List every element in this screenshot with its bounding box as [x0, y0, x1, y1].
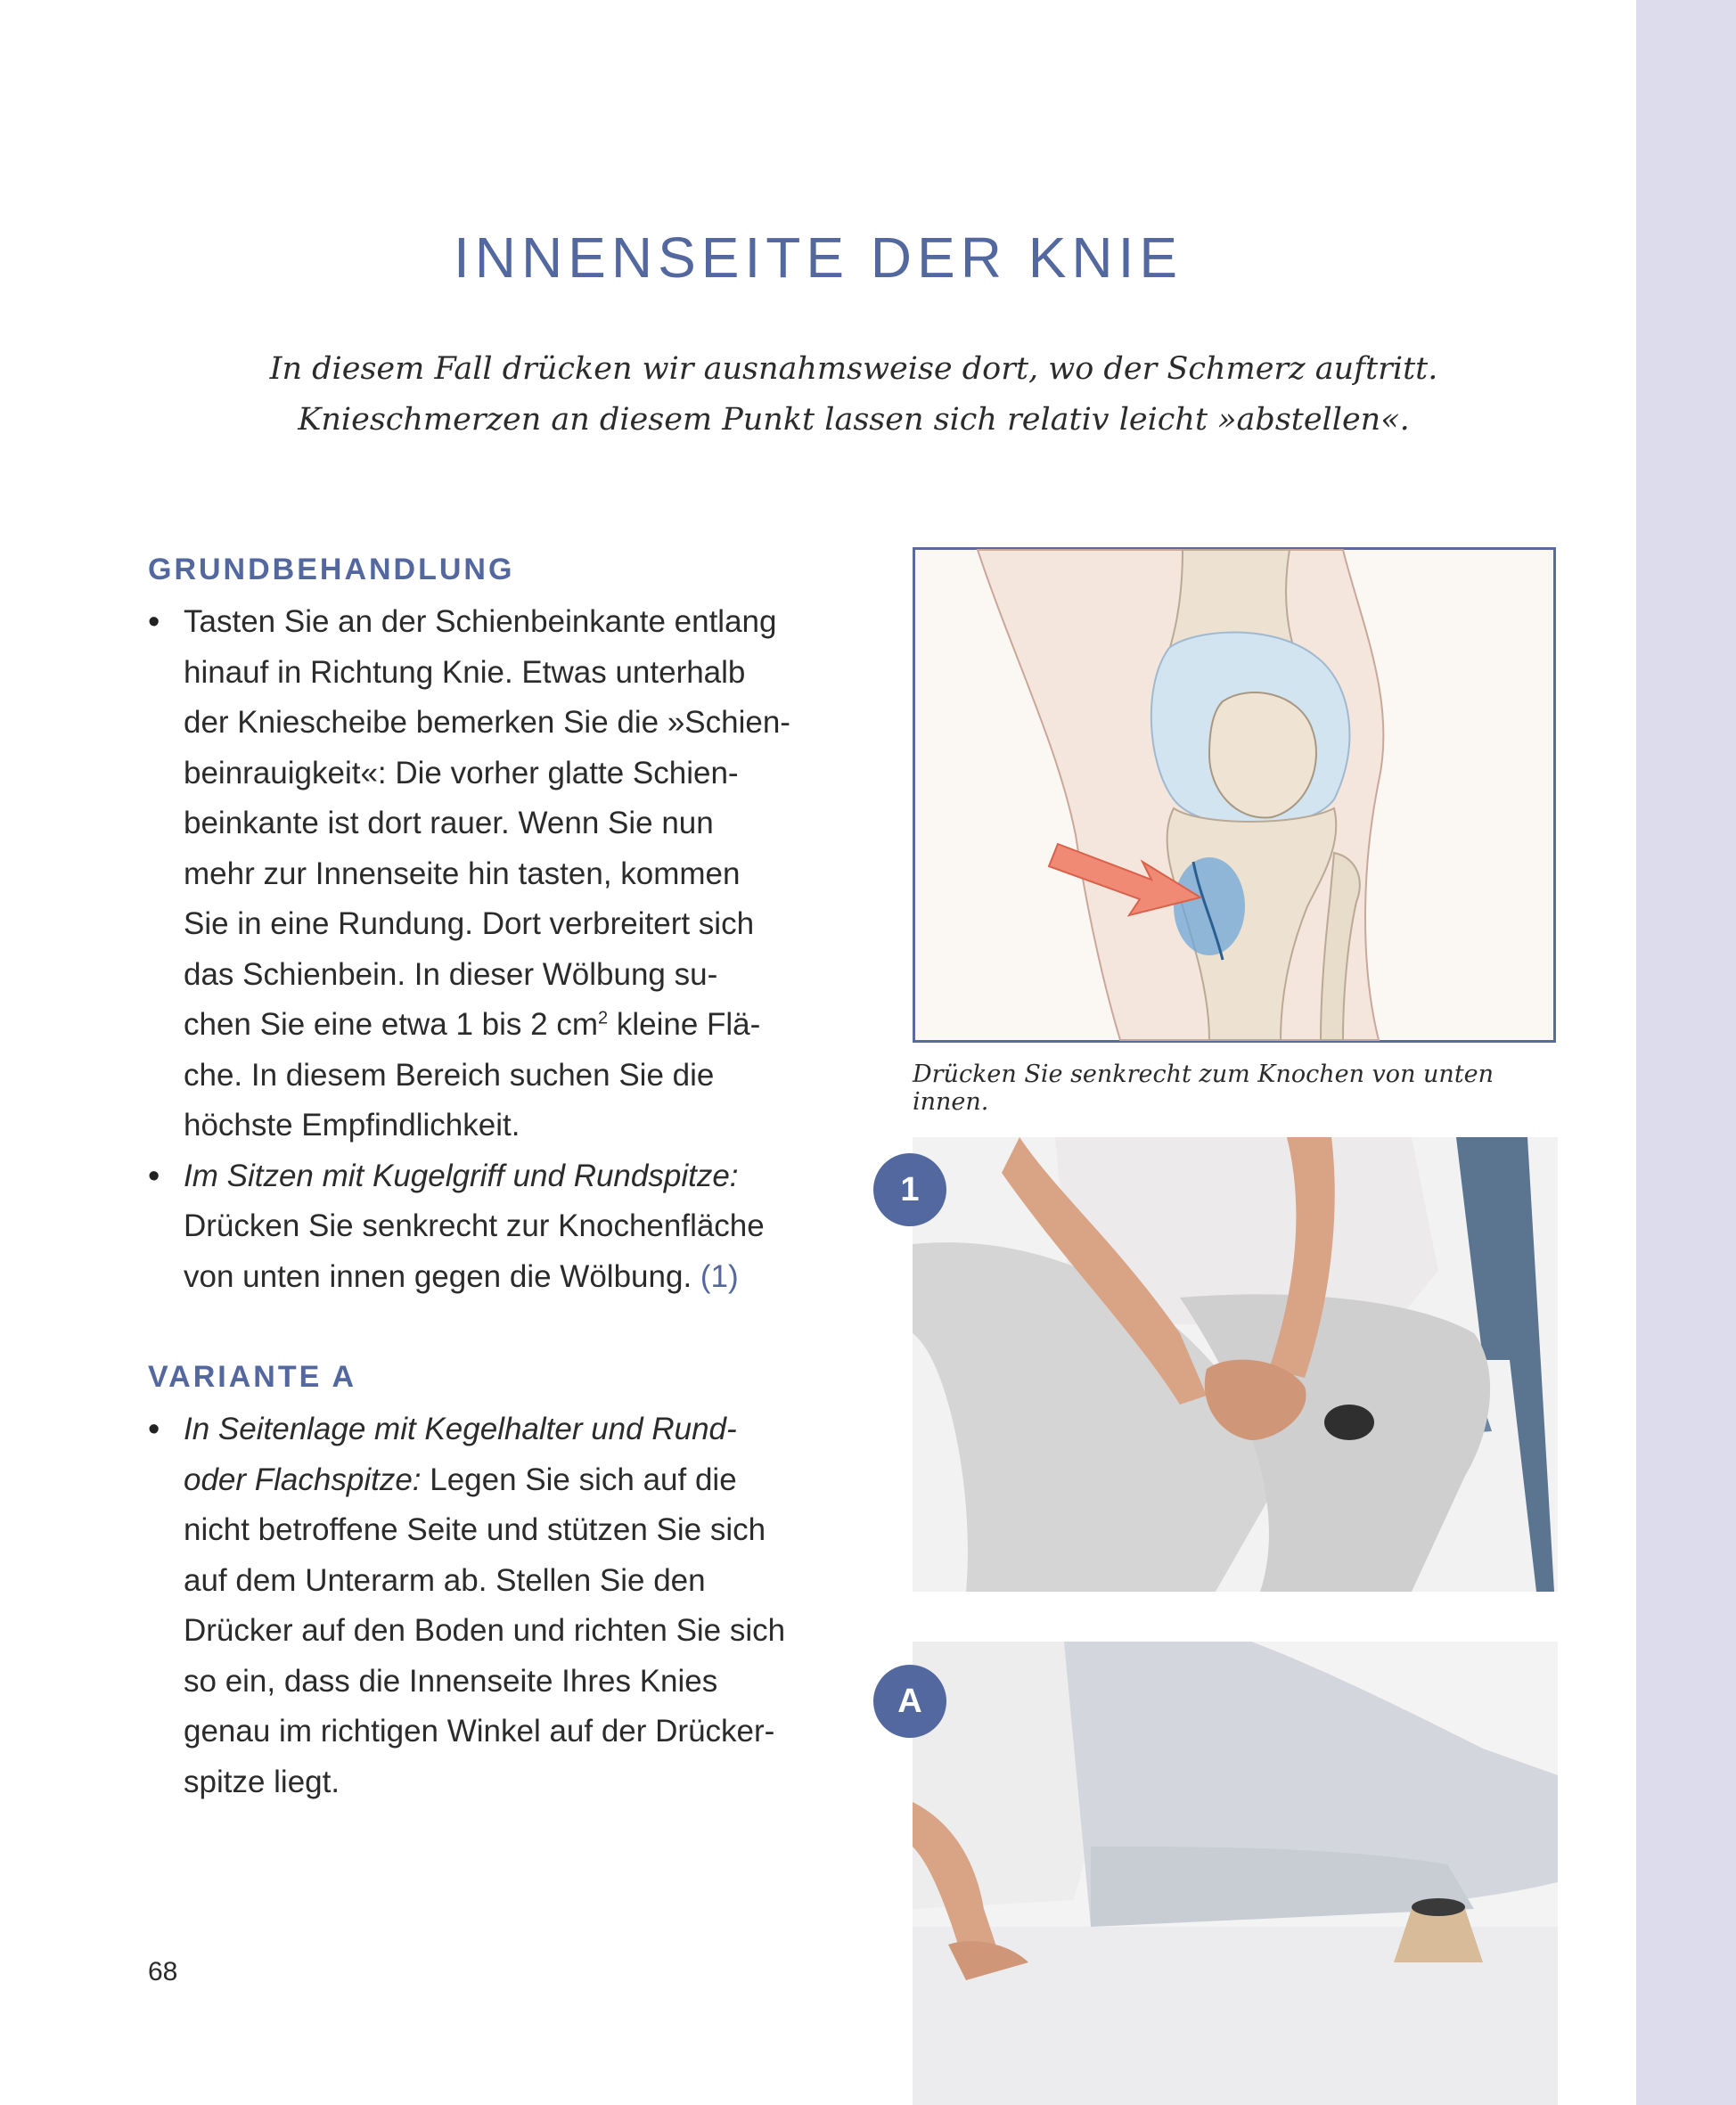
- text-line: so ein, dass die Innenseite Ihres Knies: [184, 1663, 718, 1699]
- text-line: chen Sie eine etwa 1 bis 2 cm: [184, 1007, 598, 1042]
- intro-text: [0, 344, 1707, 446]
- grundbehandlung-heading: GRUNDBEHANDLUNG: [148, 553, 515, 586]
- text-line: spitze liegt.: [184, 1764, 340, 1799]
- text-line: che. In diesem Bereich suchen Sie die: [184, 1057, 715, 1093]
- text-line: hinauf in Richtung Knie. Etwas unterhalb: [184, 654, 746, 690]
- text-line: Legen Sie sich auf die: [421, 1462, 737, 1497]
- intro-line-1: In diesem Fall drücken wir ausnahmsweise dort, wo der Schmerz auftritt.: [269, 351, 1438, 387]
- intro-line-2: Knieschmerzen an diesem Punkt lassen sich relativ leicht »abstellen«.: [298, 402, 1410, 438]
- text-line: Sie in eine Rundung. Dort verbreitert sich: [184, 906, 755, 941]
- text-line: Drücker auf den Boden und richten Sie sich: [184, 1613, 786, 1648]
- seated-treatment-image: [913, 1137, 1558, 1592]
- method-label: Im Sitzen mit Kugelgriff und Rundspitze:: [184, 1158, 739, 1193]
- variante-a-list: [148, 1405, 852, 1807]
- knee-anatomy-graphic: [915, 550, 1553, 1040]
- figure-reference: (1): [700, 1258, 739, 1294]
- text-line: mehr zur Innenseite hin tasten, kommen: [184, 856, 741, 891]
- side-band: [1636, 0, 1736, 2105]
- variante-a-heading: VARIANTE A: [148, 1360, 356, 1394]
- grundbehandlung-bullet-2: [148, 1151, 852, 1303]
- text-line: kleine Flä-: [608, 1007, 761, 1042]
- text-line: der Kniescheibe bemerken Sie die »Schien-: [184, 705, 790, 740]
- text-line: beinkante ist dort rauer. Wenn Sie nun: [184, 806, 714, 840]
- text-line: nicht betroffene Seite und stützen Sie sich: [184, 1512, 766, 1547]
- text-line: höchste Empfindlichkeit.: [184, 1108, 520, 1143]
- page-title: INNENSEITE DER KNIE: [453, 225, 1183, 290]
- superscript: 2: [597, 1008, 609, 1028]
- photo-seated: [900, 1137, 1558, 1592]
- knee-illustration: [913, 547, 1556, 1043]
- photo-side-lying: [897, 1642, 1558, 2105]
- text-line: auf dem Unterarm ab. Stellen Sie den: [184, 1562, 706, 1598]
- badge-photo-1: 1: [873, 1153, 946, 1226]
- text-line: das Schienbein. In dieser Wölbung su-: [184, 956, 718, 992]
- text-line: Tasten Sie an der Schienbeinkante entlang: [184, 604, 777, 639]
- text-line: genau im richtigen Winkel auf der Drücker-: [184, 1714, 775, 1749]
- variante-a-bullet: [148, 1405, 852, 1807]
- grundbehandlung-bullet-1: [148, 597, 852, 1151]
- figure-caption: Drücken Sie senkrecht zum Knochen von unten innen.: [913, 1061, 1494, 1116]
- method-label: oder Flachspitze:: [184, 1462, 422, 1497]
- text-line: von unten innen gegen die Wölbung.: [184, 1258, 700, 1294]
- side-lying-treatment-image: [913, 1642, 1558, 2105]
- method-label: In Seitenlage mit Kegelhalter und Rund-: [184, 1412, 737, 1446]
- badge-photo-a: A: [873, 1665, 946, 1738]
- page-number: 68: [148, 1957, 178, 1986]
- grundbehandlung-list: [148, 597, 852, 1302]
- text-line: beinrauigkeit«: Die vorher glatte Schien-: [184, 755, 739, 790]
- text-line: Drücken Sie senkrecht zur Knochenfläche: [184, 1208, 765, 1243]
